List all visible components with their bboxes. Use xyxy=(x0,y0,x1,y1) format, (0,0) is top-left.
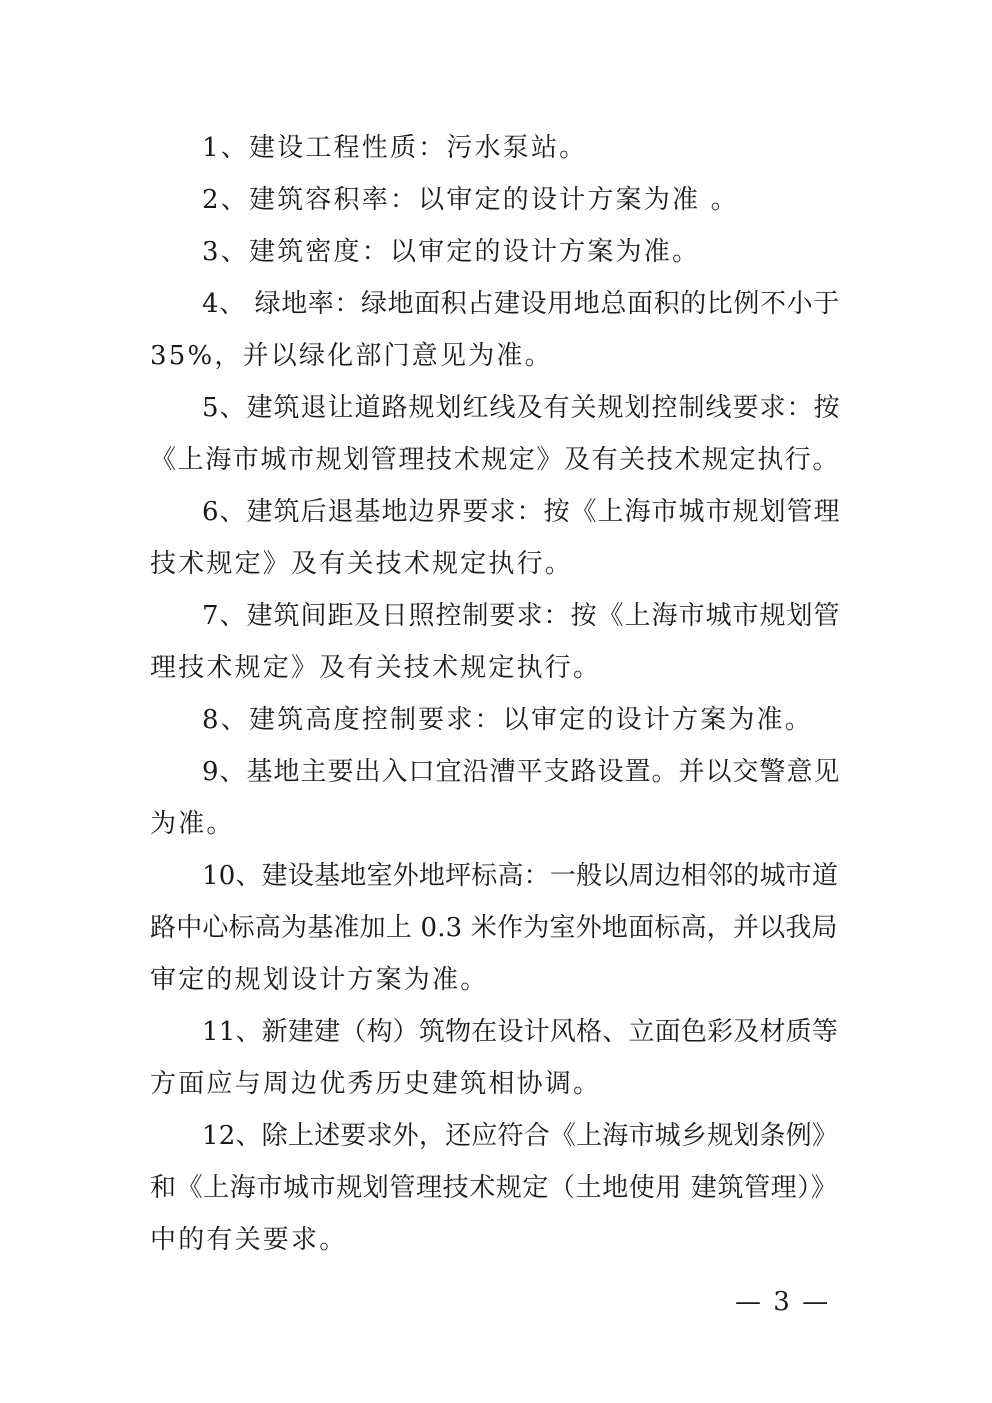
item-5-line-1: 5、建筑退让道路规划红线及有关规划控制线要求：按 xyxy=(202,393,841,423)
item-2-line-1: 2、建筑容积率：以审定的设计方案为准 。 xyxy=(202,185,739,215)
item-5-line-2: 《上海市城市规划管理技术规定》及有关技术规定执行。 xyxy=(150,445,841,475)
item-10-line-3: 审定的规划设计方案为准。 xyxy=(150,965,489,995)
item-10-line-1: 10、建设基地室外地坪标高：一般以周边相邻的城市道 xyxy=(202,861,839,891)
item-4-line-1: 4、 绿地率：绿地面积占建设用地总面积的比例不小于 xyxy=(202,289,840,319)
page-number: — 3 — xyxy=(735,1287,831,1317)
item-4-line-2: 35%，并以绿化部门意见为准。 xyxy=(150,341,553,371)
item-11-line-1: 11、新建建（构）筑物在设计风格、立面色彩及材质等 xyxy=(202,1017,839,1047)
item-9-line-1: 9、基地主要出入口宜沿漕平支路设置。并以交警意见 xyxy=(202,757,841,787)
item-9-line-2: 为准。 xyxy=(150,809,235,839)
item-10-line-2: 路中心标高为基准加上 0.3 米作为室外地面标高，并以我局 xyxy=(150,913,838,943)
item-1-line-1: 1、建设工程性质：污水泵站。 xyxy=(202,133,588,163)
item-8-line-1: 8、建筑高度控制要求：以审定的设计方案为准。 xyxy=(202,705,813,735)
item-3-line-1: 3、建筑密度：以审定的设计方案为准。 xyxy=(202,237,701,267)
item-11-line-2: 方面应与周边优秀历史建筑相协调。 xyxy=(150,1069,602,1099)
item-6-line-1: 6、建筑后退基地边界要求：按《上海市城市规划管理 xyxy=(202,497,841,527)
item-12-line-2: 和《上海市城市规划管理技术规定（土地使用 建筑管理）》 xyxy=(150,1173,838,1203)
item-7-line-2: 理技术规定》及有关技术规定执行。 xyxy=(150,653,602,683)
item-12-line-1: 12、除上述要求外，还应符合《上海市城乡规划条例》 xyxy=(202,1121,839,1151)
item-12-line-3: 中的有关要求。 xyxy=(150,1225,348,1255)
item-6-line-2: 技术规定》及有关技术规定执行。 xyxy=(150,549,574,579)
item-7-line-1: 7、建筑间距及日照控制要求：按《上海市城市规划管 xyxy=(202,601,841,631)
